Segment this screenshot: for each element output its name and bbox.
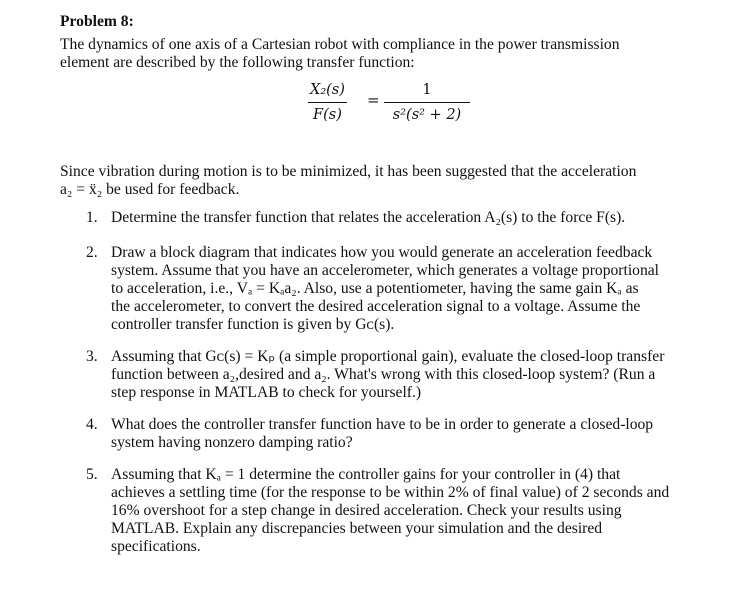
- item-line: achieves a settling time (for the response to be within 2% of final value) of 2 seconds and: [111, 484, 670, 501]
- item-line: What does the controller transfer function have to be in order to generate a closed-loop: [111, 416, 654, 433]
- item-line: to acceleration, i.e., Vₐ = Kₐa₂. Also, use a potentiometer, having the same gain Kₐ as: [111, 280, 639, 297]
- item-line: system. Assume that you have an accelerometer, which generates a voltage proportional: [111, 262, 659, 279]
- equals-sign: =: [367, 91, 380, 109]
- vibration-line-2: a₂ = ẍ₂ be used for feedback.: [60, 181, 240, 198]
- lhs-numerator: X₂(s): [308, 80, 347, 103]
- item-number: 2.: [86, 244, 98, 261]
- item-line: Determine the transfer function that relates the acceleration A₂(s) to the force F(s).: [111, 209, 626, 226]
- intro-line-2: element are described by the following transfer function:: [60, 54, 415, 71]
- list-item: [60, 348, 722, 402]
- item-line: controller transfer function is given by Gᴄ(s).: [111, 316, 395, 333]
- item-line: 16% overshoot for a step change in desired acceleration. Check your results using: [111, 502, 622, 519]
- list-item: [60, 416, 722, 452]
- task-list: [60, 209, 722, 556]
- vibration-paragraph: [60, 163, 722, 199]
- item-number: 5.: [86, 466, 98, 483]
- list-item: [60, 466, 722, 556]
- list-item: [60, 244, 722, 334]
- item-number: 1.: [86, 209, 98, 226]
- lhs-fraction: [308, 80, 347, 125]
- item-line: specifications.: [111, 538, 201, 555]
- vibration-line-1: Since vibration during motion is to be minimized, it has been suggested that the acceleration: [60, 163, 637, 180]
- item-line: step response in MATLAB to check for yourself.): [111, 384, 422, 401]
- transfer-function-equation: [60, 80, 722, 142]
- item-line: Assuming that Kₐ = 1 determine the controller gains for your controller in (4) that: [111, 466, 621, 483]
- problem-document: [60, 13, 722, 570]
- item-line: the accelerometer, to convert the desired acceleration signal to a voltage. Assume the: [111, 298, 641, 315]
- intro-paragraph: [60, 36, 722, 72]
- item-line: Draw a block diagram that indicates how you would generate an acceleration feedback: [111, 244, 653, 261]
- item-line: system having nonzero damping ratio?: [111, 434, 353, 451]
- list-item: [60, 209, 722, 227]
- item-number: 3.: [86, 348, 98, 365]
- rhs-denominator: s²(s² + 2): [392, 107, 462, 123]
- lhs-denominator: F(s): [313, 107, 342, 123]
- rhs-numerator: 1: [384, 80, 470, 103]
- item-line: MATLAB. Explain any discrepancies between your simulation and the desired: [111, 520, 603, 537]
- item-line: function between a₂,desired and a₂. What's wrong with this closed-loop system? (Run a: [111, 366, 656, 383]
- rhs-fraction: [384, 80, 470, 125]
- item-number: 4.: [86, 416, 98, 433]
- item-line: Assuming that Gᴄ(s) = Kₚ (a simple proportional gain), evaluate the closed-loop transfer: [111, 348, 665, 365]
- problem-title: Problem 8:: [60, 13, 134, 30]
- intro-line-1: The dynamics of one axis of a Cartesian robot with compliance in the power transmission: [60, 36, 620, 53]
